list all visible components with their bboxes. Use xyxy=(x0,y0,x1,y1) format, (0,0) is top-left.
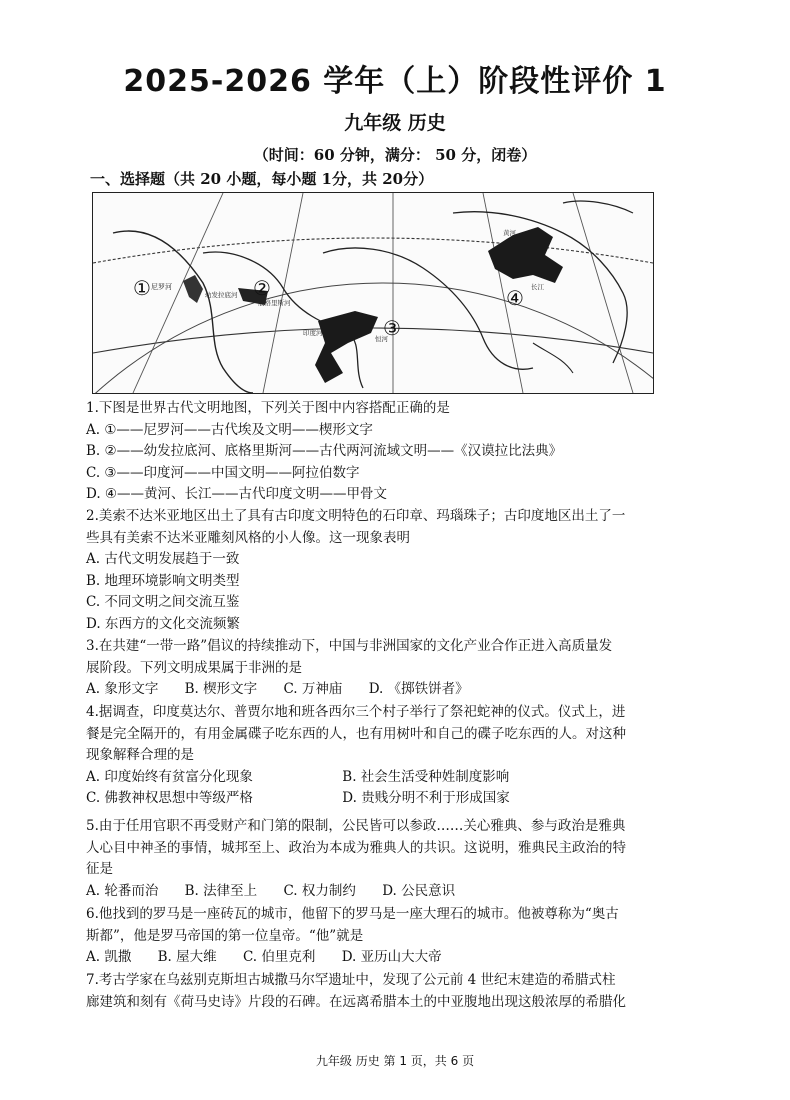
question-6-options xyxy=(86,947,666,969)
question-5-options xyxy=(86,881,666,903)
question-6-stem-line-2: 斯都”，他是罗马帝国的第一位皇帝。“他”就是 xyxy=(86,927,364,944)
question-4-stem-line-1: 4.据调查，印度莫达尔、普贾尔地和班各西尔三个村子举行了祭祀蛇神的仪式。仪式上，进 xyxy=(86,704,626,720)
map-graphic xyxy=(93,193,653,393)
question-6-option-a[interactable]: A. 凯撒 xyxy=(86,949,132,965)
exam-title: 2025-2026 学年（上）阶段性评价 1 xyxy=(123,64,667,99)
question-2-option-c[interactable]: C. 不同文明之间交流互鉴 xyxy=(86,594,240,610)
marker-3: ③ xyxy=(383,316,401,340)
label-ganges: 恒河 xyxy=(375,335,388,343)
question-5 xyxy=(86,816,666,902)
question-4-options-row-1 xyxy=(86,767,666,789)
label-nile: 尼罗河 xyxy=(151,283,172,291)
question-7-stem-line-1: 7.考古学家在乌兹别克斯坦古城撒马尔罕遗址中，发现了公元前 4 世纪末建造的希腊式柱 xyxy=(86,972,616,988)
question-1-option-d[interactable]: D. ④——黄河、长江——古代印度文明——甲骨文 xyxy=(86,486,388,502)
page-footer: 九年级 历史 第 1 页，共 6 页 xyxy=(315,1054,475,1068)
question-1-option-b[interactable]: B. ②——幼发拉底河、底格里斯河——古代两河流域文明——《汉谟拉比法典》 xyxy=(86,443,563,459)
question-2-option-a[interactable]: A. 古代文明发展趋于一致 xyxy=(86,551,240,567)
section-title: 一、选择题（共 20 小题，每小题 1分，共 20分） xyxy=(90,170,434,188)
question-2-option-b[interactable]: B. 地理环境影响文明类型 xyxy=(86,572,240,589)
question-3-option-b[interactable]: B. 楔形文字 xyxy=(184,681,258,697)
question-5-option-c[interactable]: C. 权力制约 xyxy=(283,882,356,899)
question-6-option-d[interactable]: D. 亚历山大大帝 xyxy=(341,949,442,965)
question-3-stem-line-1: 3.在共建“一带一路”倡议的持续推动下，中国与非洲国家的文化产业合作正进入高质量发 xyxy=(86,638,613,654)
question-4-stem-line-3: 现象解释合理的是 xyxy=(86,747,194,763)
question-7 xyxy=(86,970,666,1013)
question-2 xyxy=(86,506,666,635)
question-2-stem-line-1: 2.美索不达米亚地区出土了具有古印度文明特色的石印章、玛瑙珠子；古印度地区出土了一 xyxy=(86,508,626,524)
question-2-stem-line-2: 些具有美索不达米亚雕刻风格的小人像。这一现象表明 xyxy=(86,529,410,546)
question-5-option-b[interactable]: B. 法律至上 xyxy=(184,882,258,899)
question-1-stem: 1.下图是世界古代文明地图，下列关于图中内容搭配正确的是 xyxy=(86,400,450,416)
question-4-stem-line-2: 餐是完全隔开的，有用金属碟子吃东西的人，也有用树叶和自己的碟子吃东西的人。对这种 xyxy=(86,725,626,742)
question-1-option-c[interactable]: C. ③——印度河——中国文明——阿拉伯数字 xyxy=(86,464,360,481)
question-4 xyxy=(86,702,666,810)
marker-1: ① xyxy=(133,276,151,300)
question-6-option-c[interactable]: C. 伯里克利 xyxy=(242,949,316,965)
question-4-options-row-2 xyxy=(86,788,666,810)
question-7-stem-line-2: 廊建筑和刻有《荷马史诗》片段的石碑。在远离希腊本土的中亚腹地出现这般浓厚的希腊化 xyxy=(86,993,626,1010)
question-4-option-c[interactable]: C. 佛教神权思想中等级严格 xyxy=(86,790,253,806)
question-1 xyxy=(86,398,666,506)
question-3-option-d[interactable]: D. 《掷铁饼者》 xyxy=(368,681,469,697)
question-5-stem-line-3: 征是 xyxy=(86,861,113,877)
marker-4: ④ xyxy=(506,286,524,310)
exam-info: （时间：60 分钟，满分： 50 分，闭卷） xyxy=(253,146,537,164)
exam-subtitle: 九年级 历史 xyxy=(344,112,446,134)
question-4-option-d[interactable]: D. 贵贱分明不利于形成国家 xyxy=(342,790,510,806)
question-5-stem-line-1: 5.由于任用官职不再受财产和门第的限制，公民皆可以参政……关心雅典、参与政治是雅典 xyxy=(86,818,626,834)
label-yellow-river: 黄河 xyxy=(503,229,516,237)
label-euphrates: 幼发拉底河 xyxy=(205,291,238,299)
question-6 xyxy=(86,904,666,969)
question-5-option-a[interactable]: A. 轮番而治 xyxy=(86,882,159,899)
question-3-option-c[interactable]: C. 万神庙 xyxy=(283,681,343,697)
question-6-stem-line-1: 6.他找到的罗马是一座砖瓦的城市，他留下的罗马是一座大理石的城市。他被尊称为“奥古 xyxy=(86,906,619,922)
question-3 xyxy=(86,636,666,701)
question-3-stem-line-2: 展阶段。下列文明成果属于非洲的是 xyxy=(86,659,302,676)
question-5-stem-line-2: 人心目中神圣的事情，城邦至上、政治为本成为雅典人的共识。这说明，雅典民主政治的特 xyxy=(86,839,626,856)
question-4-option-b[interactable]: B. 社会生活受种姓制度影响 xyxy=(342,768,510,785)
question-4-option-a[interactable]: A. 印度始终有贫富分化现象 xyxy=(86,768,253,785)
question-1-option-a[interactable]: A. ①——尼罗河——古代埃及文明——楔形文字 xyxy=(86,421,373,438)
label-yangtze: 长江 xyxy=(531,283,544,291)
world-ancient-civilization-map xyxy=(92,192,654,394)
question-3-options xyxy=(86,679,666,701)
marker-2: ② xyxy=(253,276,271,300)
question-3-option-a[interactable]: A. 象形文字 xyxy=(86,681,159,697)
label-tigris: 底格里斯河 xyxy=(258,299,291,307)
question-6-option-b[interactable]: B. 屋大维 xyxy=(157,949,217,965)
question-2-option-d[interactable]: D. 东西方的文化交流频繁 xyxy=(86,615,240,632)
label-indus: 印度河 xyxy=(303,329,323,337)
question-5-option-d[interactable]: D. 公民意识 xyxy=(382,882,456,899)
